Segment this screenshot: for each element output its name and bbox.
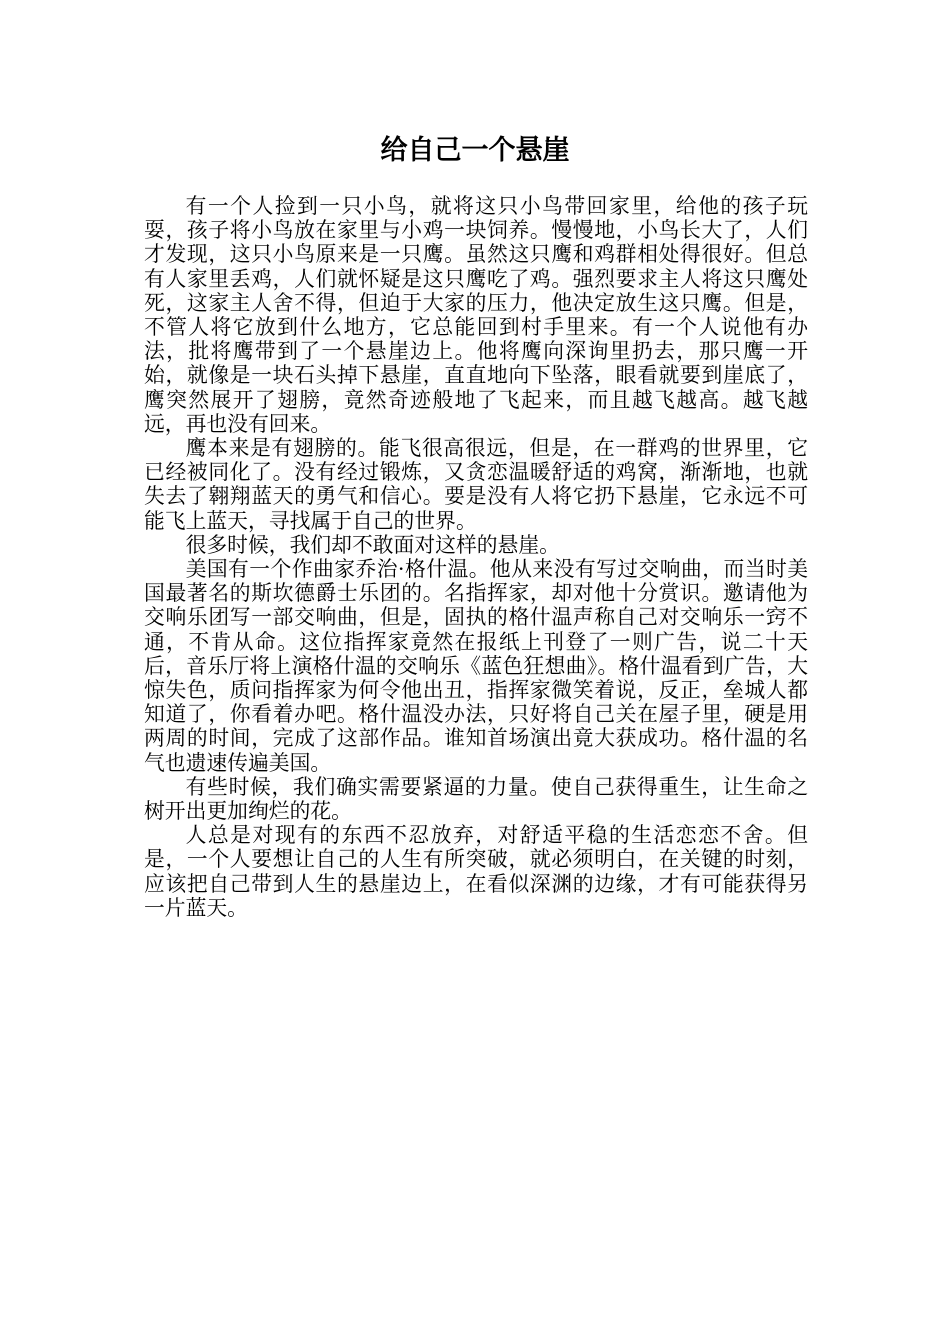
paragraph-1: 有一个人捡到一只小鸟，就将这只小鸟带回家里，给他的孩子玩耍，孩子将小鸟放在家里与小鸡一块饲养。慢慢地，小鸟长大了，人们才发现，这只小鸟原来是一只鹰。虽然这只鹰和鸡群相处得很好。但总有人家里丢鸡，人们就怀疑是这只鹰吃了鸡。强烈要求主人将这只鹰处死，这家主人舍不得，但迫于大家的压力，他决定放生这只鹰。但是，不管人将它放到什么地方，它总能回到村手里来。有一个人说他有办法，批将鹰带到了一个悬崖边上。他将鹰向深询里扔去，那只鹰一开始，就像是一块石头掉下悬崖，直直地向下坠落，眼看就要到崖底了，鹰突然展开了翅膀，竟然奇迹般地了飞起来，而且越飞越高。越飞越远，再也没有回来。	[144, 194, 808, 436]
paragraph-5: 有些时候，我们确实需要紧逼的力量。使自己获得重生，让生命之树开出更加绚烂的花。	[144, 774, 808, 824]
document-title: 给自己一个悬崖	[380, 135, 570, 166]
paragraph-2: 鹰本来是有翅膀的。能飞很高很远，但是，在一群鸡的世界里，它已经被同化了。没有经过锻炼，又贪恋温暖舒适的鸡窝，渐渐地，也就失去了翱翔蓝天的勇气和信心。要是没有人将它扔下悬崖，它永远不可能飞上蓝天，寻找属于自己的世界。	[144, 436, 808, 533]
paragraph-3: 很多时候，我们却不敢面对这样的悬崖。	[185, 532, 560, 557]
document-body	[144, 194, 808, 920]
paragraph-6: 人总是对现有的东西不忍放弃，对舒适平稳的生活恋恋不舍。但是，一个人要想让自己的人生有所突破，就必须明白，在关键的时刻，应该把自己带到人生的悬崖边上，在看似深渊的边缘，才有可能获得另一片蓝天。	[144, 823, 808, 920]
paragraph-4: 美国有一个作曲家乔治·格什温。他从来没有写过交响曲，而当时美国最著名的斯坎德爵士乐团的。名指挥家，却对他十分赏识。邀请他为交响乐团写一部交响曲，但是，固执的格什温声称自己对交响乐一窍不通，不肯从命。这位指挥家竟然在报纸上刊登了一则广告，说二十天后，音乐厅将上演格什温的交响乐《蓝色狂想曲》。格什温看到广告，大惊失色，质问指挥家为何令他出丑，指挥家微笑着说，反正，垒城人都知道了，你看着办吧。格什温没办法，只好将自己关在屋子里，硬是用两周的时间，完成了这部作品。谁知首场演出竟大获成功。格什温的名气也遗速传遍美国。	[144, 557, 808, 775]
